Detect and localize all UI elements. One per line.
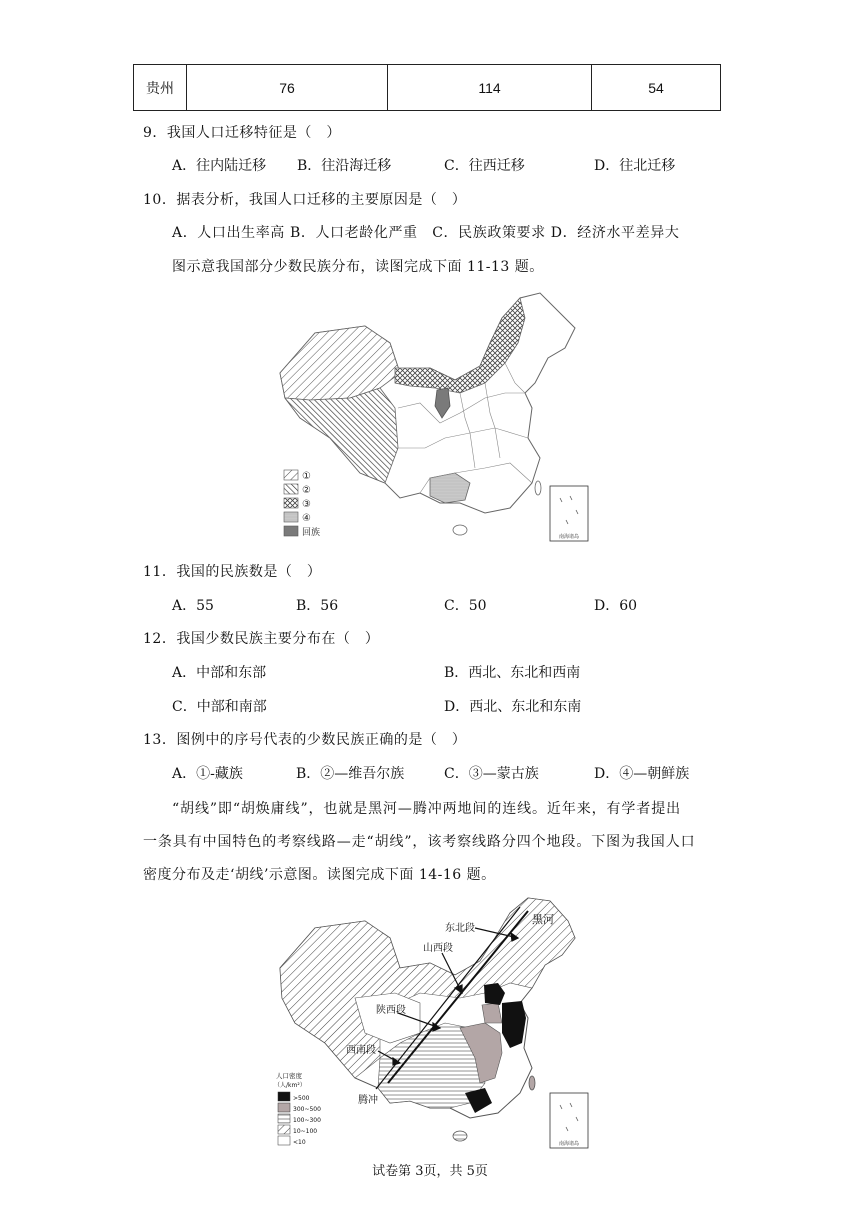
table-row xyxy=(134,65,721,111)
question-13-stem: 13．图例中的序号代表的少数民族正确的是（ ） xyxy=(143,732,467,748)
taiwan-island-density xyxy=(529,1076,535,1090)
inset-label: 南海诸岛 xyxy=(558,534,580,540)
question-13-option-d: D．④—朝鲜族 xyxy=(594,766,690,782)
question-9-option-c: C．往西迁移 xyxy=(444,158,525,174)
map1-legend xyxy=(284,470,320,538)
table-cell-value-2: 114 xyxy=(388,65,592,111)
label-shanxi-segment: 山西段 xyxy=(423,943,453,954)
question-9-option-a: A．往内陆迁移 xyxy=(172,158,267,174)
south-china-sea-inset-density xyxy=(550,1093,588,1148)
legend-item-2: ② xyxy=(302,485,311,496)
passage-line-2: 一条具有中国特色的考察线路—走“胡线”，该考察线路分四个地段。下图为我国人口 xyxy=(143,834,696,850)
question-13-option-a: A．①-藏族 xyxy=(172,766,243,782)
population-density-map xyxy=(270,893,600,1151)
question-12-option-a: A．中部和东部 xyxy=(172,665,267,681)
legend-density-2: 300~500 xyxy=(293,1106,321,1113)
table-cell-value-1: 76 xyxy=(187,65,388,111)
legend-item-1: ① xyxy=(302,471,311,482)
question-9-stem: 9．我国人口迁移特征是（ ） xyxy=(143,125,341,141)
label-xinan-segment: 西南段 xyxy=(346,1045,376,1056)
label-tengchong: 腾冲 xyxy=(358,1095,378,1106)
legend-title: 人口密度 xyxy=(276,1072,302,1080)
legend-density-1: >500 xyxy=(293,1095,310,1102)
label-shaanxi-segment: 陕西段 xyxy=(376,1005,406,1016)
question-10-stem: 10．据表分析，我国人口迁移的主要原因是（ ） xyxy=(143,192,467,208)
label-dongbei-segment: 东北段 xyxy=(445,923,475,934)
question-13-option-c: C．③—蒙古族 xyxy=(444,766,539,782)
question-11-stem: 11．我国的民族数是（ ） xyxy=(143,564,322,580)
question-12-option-d: D．西北、东北和东南 xyxy=(444,699,582,715)
hainan-island xyxy=(453,525,467,535)
legend-density-5: <10 xyxy=(293,1139,306,1146)
table-cell-value-3: 54 xyxy=(592,65,721,111)
question-13-option-b: B．②—维吾尔族 xyxy=(296,766,405,782)
passage-line-3: 密度分布及走‘胡线’示意图。读图完成下面 14-16 题。 xyxy=(143,867,496,883)
question-9-option-d: D．往北迁移 xyxy=(594,158,676,174)
legend-item-hui: 回族 xyxy=(302,528,321,538)
question-11-option-d: D．60 xyxy=(594,598,638,614)
legend-density-3: 100~300 xyxy=(293,1117,321,1124)
question-11-option-b: B．56 xyxy=(296,598,339,614)
question-10-options: A．人口出生率高 B．人口老龄化严重 C．民族政策要求 D．经济水平差异大 xyxy=(172,225,680,241)
region-2-tibet xyxy=(285,388,398,483)
taiwan-island xyxy=(535,481,541,495)
label-heihe: 黑河 xyxy=(532,913,554,926)
passage-line-1: “胡线”即“胡焕庸线”，也就是黑河—腾冲两地间的连线。近年来，有学者提出 xyxy=(172,801,682,817)
question-12-option-b: B．西北、东北和西南 xyxy=(444,665,581,681)
legend-item-3: ③ xyxy=(302,499,311,510)
legend-density-4: 10~100 xyxy=(293,1128,318,1135)
question-12-stem: 12．我国少数民族主要分布在（ ） xyxy=(143,631,380,647)
south-china-sea-inset xyxy=(550,486,588,541)
question-11-option-c: C．50 xyxy=(444,598,487,614)
table-cell-province: 贵州 xyxy=(134,65,187,111)
question-12-option-c: C．中部和南部 xyxy=(172,699,267,715)
map2-legend xyxy=(274,1071,321,1146)
legend-unit: （人/km²） xyxy=(274,1082,306,1089)
question-11-option-a: A．55 xyxy=(172,598,214,614)
legend-item-4: ④ xyxy=(302,513,311,524)
minority-distribution-map xyxy=(270,288,590,546)
population-migration-table xyxy=(133,64,721,111)
hainan-island-density xyxy=(453,1131,467,1141)
question-9-option-b: B．往沿海迁移 xyxy=(297,158,392,174)
map-intro-11-13: 图示意我国部分少数民族分布，读图完成下面 11-13 题。 xyxy=(172,259,544,275)
page-footer: 试卷第 3页，共 5页 xyxy=(372,1164,488,1179)
inset-label-density: 南海诸岛 xyxy=(558,1141,580,1147)
